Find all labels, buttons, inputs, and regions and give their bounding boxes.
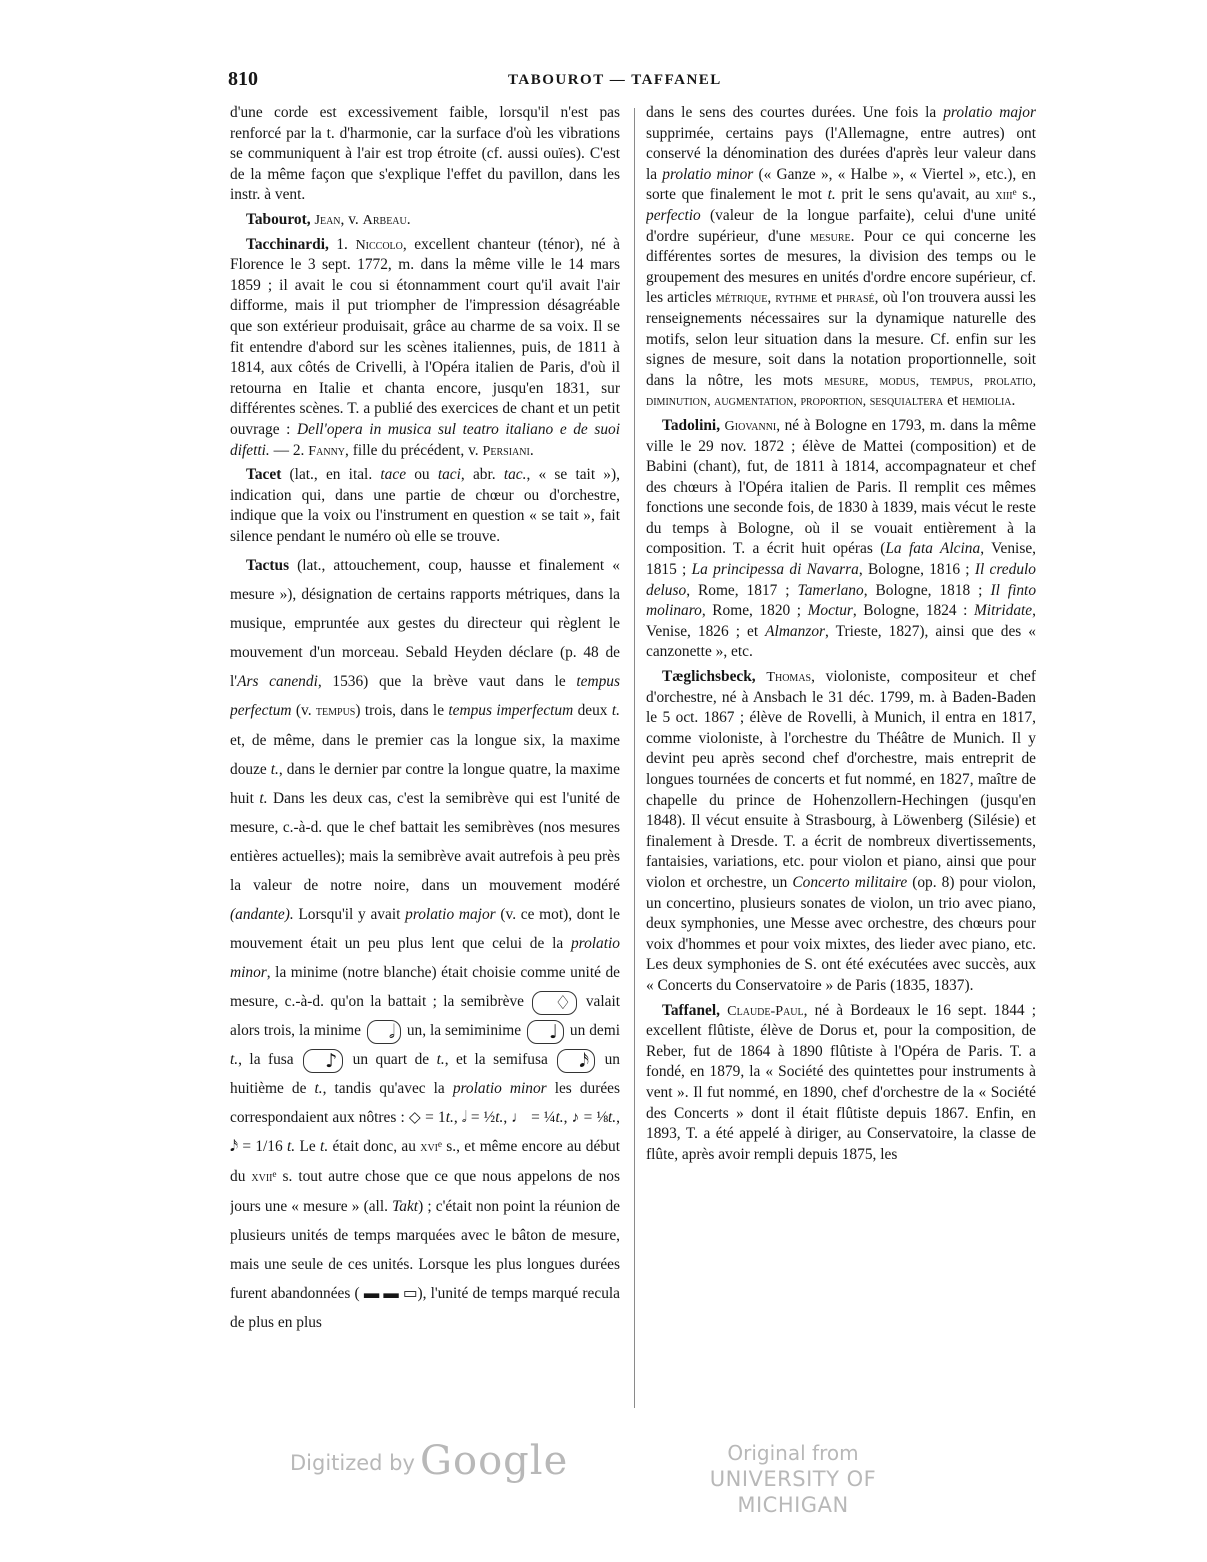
cross-reference: mesure — [810, 228, 851, 245]
text-run: , — [453, 1109, 462, 1127]
cross-reference: tempus — [315, 703, 356, 720]
italic-term: t. — [445, 1109, 454, 1127]
italic-term: La principessa di Navarra — [691, 561, 859, 579]
text-run: , excellent chanteur (ténor), né à Florence le 3 sept. 1772, m. dans la même ville le 14 mars 1859 ; il avait le cou si étonnamment court qu'il avait l'air difforme, mais il put triompher de l'impression désagréable que son extérieur produisait, grâce au charme de sa voix. Il se fit entendre d'abord sur les scènes italiennes, puis, de 1811 à 1814, aux côtés de Crivelli, à l'Opéra italien de Paris, d'où il retourna en Italie et chanta encore, jusqu'en 1831, sur différentes scènes. T. a publié des exercices de chant et un petit ouvrage : — [230, 235, 620, 438]
page-number: 810 — [228, 68, 258, 90]
text-run: , Trieste, 1827), ainsi que des « canzonette », etc. — [646, 622, 1036, 661]
italic-term: Tamerlano — [797, 581, 864, 599]
entry-tadolini — [646, 416, 1036, 663]
text-run: (valeur de la longue parfaite), celui d'une unité d'ordre supérieur, d'une — [646, 206, 1036, 245]
italic-term: tempus imperfectum — [448, 702, 574, 720]
text-run: deux — [573, 702, 608, 720]
running-head: TABOUROT — TAFFANEL — [508, 72, 722, 88]
italic-term: prolatio minor — [230, 935, 620, 982]
text-run: ) ; c'était non point la réunion de plusieurs unités de temps marquées avec le bâton de mesure, mais une seule de ces unités. Lorsque les plus longues durées furent abandonnées ( — [230, 1198, 620, 1303]
text-run: et, de même, dans le premier cas la longue six, la maxime douze — [230, 732, 620, 779]
right-column — [646, 103, 1036, 1423]
semibreve-note-icon: ◇ — [408, 1109, 422, 1127]
text-run: un quart de — [345, 1051, 430, 1069]
headword: Tacet — [246, 466, 282, 484]
text-run: , tandis qu'avec la — [322, 1080, 445, 1098]
text-run: prit le sens qu'avait, au — [835, 186, 990, 204]
text-run: , où l'on trouvera aussi les renseignements nécessaires sur la dynamique naturelle des motifs, selon leur situation dans la mesure. Cf. enfin sur les signes de mesure, soit dans la notation proportionnelle, soit dans la nôtre, les mots — [646, 289, 1036, 389]
text-run: , Venise, 1815 ; — [646, 540, 1036, 579]
text-run: 1. — [328, 235, 348, 253]
italic-term: t. — [320, 1138, 329, 1156]
text-run: et — [817, 289, 833, 307]
entry-tacchinardi — [230, 235, 620, 462]
entry-tacet — [230, 465, 620, 547]
text-run: . — [406, 210, 411, 228]
century-numeral: xvi — [420, 1139, 439, 1156]
text-run: dans le sens des courtes durées. Une fois la — [646, 104, 937, 121]
semibreve-note-icon: ♢ — [532, 991, 577, 1015]
italic-term: t. — [270, 761, 279, 779]
headword: Tadolini, — [662, 416, 721, 434]
text-run: , « se tait »), indication qui, dans une partie de chœur ou d'orchestre, indique que la voix ou l'instrument en question « se tait », fait silence pendant le numéro où elle se trouve. — [230, 466, 620, 545]
semifusa-note-icon: 𝅘𝅥𝅯 — [230, 1138, 239, 1156]
italic-term: t. — [436, 1051, 445, 1069]
headword: Tæglichsbeck, — [662, 668, 756, 686]
text-run: . — [529, 441, 534, 459]
given-name: Fanny — [308, 442, 346, 459]
cross-reference: mesure, modus, tempus, prolatio, diminution, augmentation, proportion, sesquialtera — [646, 372, 1036, 410]
text-run: ᵉ s. tout autre chose que ce que nous appelons de nos jours une « mesure » (all. — [230, 1168, 620, 1216]
text-run: , Bologne, 1824 : — [852, 602, 968, 620]
text-run: supprimée, certains pays (l'Allemagne, entre autres) ont conservé la dénomination des durées d'après leur valeur dans la — [646, 124, 1036, 183]
text-run: (v. — [291, 702, 312, 720]
text-run: . Pour ce qui concerne les différentes sortes de mesures, la division des temps ou le groupement des mesures en unités d'ordre encore supérieur, cf. les articles — [646, 227, 1036, 307]
text-run: = ½ — [466, 1109, 496, 1127]
text-run: , la fusa — [238, 1051, 294, 1069]
given-name: Jean — [314, 211, 341, 228]
italic-term: t. — [827, 186, 836, 204]
institution-label: UNIVERSITY OF MICHIGAN — [709, 1467, 877, 1517]
entry-tabourot — [230, 210, 620, 231]
italic-term: t. — [259, 790, 268, 808]
italic-term: Il finto molinaro — [646, 581, 1036, 620]
text-run: les durées correspondaient aux nôtres : — [230, 1080, 620, 1127]
italic-term: La fata Alcina — [885, 540, 981, 558]
cross-reference: Persiani — [482, 442, 530, 459]
fusa-note-icon: ♪ — [571, 1109, 580, 1127]
google-wordmark: Google — [420, 1438, 569, 1484]
cross-reference: phrasé — [836, 290, 875, 307]
paragraph-continuation — [230, 103, 620, 206]
text-run: = ¼ — [526, 1109, 556, 1127]
italic-term: taci — [437, 466, 461, 484]
text-run: , — [616, 1109, 620, 1127]
italic-term: Takt — [392, 1198, 419, 1216]
text-run: Lorsqu'il y avait — [293, 906, 401, 924]
text-run: , Venise, 1826 ; et — [646, 602, 1036, 640]
text-run: Dans les deux cas, c'est la semibrève qui est l'unité de mesure, c.-à-d. que le chef battait les semibrèves (nos mesures entières actuelles); mais la semibrève avait autrefois à peu près la valeur de notre noire, dans un mouvement modéré — [230, 790, 620, 895]
text-run: , né à Bordeaux le 16 sept. 1844 ; excellent flûtiste, élève de Dorus et, pour la composition, de Reber, fut de 1864 à 1890 flûtiste à l'Opéra de Paris. T. a fondé, en 1879, la « Société des quintettes pour instruments à vent ». Il fut nommé, en 1890, chef d'orchestre de la « Société des Concerts » dont il était flûtiste depuis 1867. Enfin, en 1893, T. a été appelé à diriger, au Conservatoire, la classe de flûte, après avoir rempli depuis 1875, les — [646, 1001, 1036, 1163]
text-run: un huitième de — [230, 1051, 620, 1098]
longa-note-icon: ▬ — [363, 1285, 380, 1303]
brevis-note-icon: ▭ — [402, 1285, 418, 1303]
text-run: et — [943, 392, 959, 410]
headword: Tabourot, — [246, 210, 311, 228]
text-run: , 1536) que la brève vaut dans le — [317, 673, 566, 691]
entry-taeglichsbeck — [646, 667, 1036, 997]
headword: Taffanel, — [662, 1001, 721, 1019]
italic-term: tace — [380, 466, 407, 484]
text-run: (lat., en ital. — [281, 466, 373, 484]
cross-reference: métrique — [715, 290, 768, 307]
italic-term: Il credulo deluso — [646, 561, 1036, 599]
column-divider — [634, 108, 635, 1408]
longa-note-icon: ▬ — [383, 1285, 399, 1303]
text-run: , violoniste, compositeur et chef d'orchestre, né à Ansbach le 31 déc. 1799, m. à Baden-Baden le 5 oct. 1867 ; élève de Rovelli, à Munich, il entra en 1817, comme violoniste, à l'orchestre du Théâtre de Munich. Il y devint peu après second chef d'orchestre, mais entreprit de longues tournées de concerts et fut nommé, en 1827, maître de chapelle du prince de Hohenzollern-Hechingen (jusqu'en 1848). Il vécut ensuite à Strasbourg, à Löwenberg (Silésie) et finalement à Dresde. T. a écrit de nombreux divertissements, fantaisies, variations, etc. pour violon et piano, ainsi que pour violon et orchestre, un — [646, 668, 1036, 891]
headword: Tacchinardi, — [246, 235, 329, 253]
italic-term: t. — [495, 1109, 504, 1127]
text-run: valait alors trois, la minime — [230, 993, 620, 1040]
fusa-note-icon: ♪ — [303, 1049, 343, 1073]
italic-term: t. — [230, 1051, 239, 1069]
text-run: , dans le dernier par contre la longue quatre, la maxime huit — [230, 761, 620, 808]
given-name: Claude-Paul — [727, 1002, 804, 1019]
text-run: , — [767, 289, 772, 307]
original-from-label: Original from — [727, 1441, 859, 1465]
text-run: = ⅛ — [579, 1109, 609, 1127]
given-name: Niccolo — [355, 236, 403, 253]
text-run: — 2. — [269, 441, 305, 459]
given-name: Thomas — [766, 669, 812, 686]
italic-term: Mitridate — [973, 602, 1033, 620]
left-column — [230, 103, 620, 1423]
italic-term: tac. — [503, 466, 527, 484]
century-numeral: xiii — [995, 187, 1013, 204]
text-run: , Bologne, 1818 ; — [863, 581, 983, 599]
italic-term: t. — [608, 1109, 617, 1127]
text-run: , fille du précédent, v. — [345, 441, 479, 459]
text-run: , v. — [340, 210, 359, 228]
cross-reference: hemiolia — [962, 393, 1012, 410]
italic-term: t. — [555, 1109, 564, 1127]
text-run: = 1/16 — [238, 1138, 283, 1156]
work-title: Dell'opera in musica sul teatro italiano e de suoi difetti. — [230, 420, 620, 459]
italic-term: prolatio major — [405, 906, 496, 924]
text-run: (« Ganze », « Halbe », « Viertel », etc.), en sorte que finalement le mot — [646, 165, 1036, 204]
entry-taffanel — [646, 1001, 1036, 1166]
italic-term: prolatio major — [943, 104, 1036, 121]
text-run: , la minime (notre blanche) était choisie comme unité de mesure, c.-à-d. qu'on la battait ; la semibrève — [230, 964, 620, 1011]
text-run: Le — [295, 1138, 316, 1156]
text-run: ou — [406, 466, 430, 484]
italic-term: t. — [314, 1080, 323, 1098]
text-run: ᵉ s., et même encore au début du — [230, 1138, 620, 1186]
text-run: , et la semifusa — [444, 1051, 548, 1069]
text-run: (v. ce mot), dont le mouvement était un peu plus lent que celui de la — [230, 906, 620, 953]
minim-note-icon: 𝅗𝅥 — [461, 1109, 467, 1127]
headword: Tactus — [246, 557, 290, 575]
text-run: était donc, au — [328, 1138, 416, 1156]
italic-term: prolatio minor — [662, 165, 754, 183]
italic-term: (andante). — [230, 906, 294, 924]
given-name: Giovanni — [724, 417, 777, 434]
text-run: un, la semiminime — [402, 1022, 522, 1040]
text-run: = 1 — [421, 1109, 446, 1127]
continuation-text: d'une corde est excessivement faible, lorsqu'il n'est pas renforcé par la t. d'harmonie, car la surface d'où les vibrations se communiquent à l'air est trop étroite (cf. aussi ouïes). C'est de la même façon que s'explique l'effet du pavillon, dans les instr. à vent. — [230, 104, 620, 204]
entry-tactus — [230, 551, 620, 1337]
italic-term: t. — [611, 702, 620, 720]
google-watermark — [290, 1438, 568, 1484]
source-watermark — [668, 1440, 918, 1518]
text-run: , Rome, 1820 ; — [701, 602, 802, 620]
semiminim-note-icon: ♩ — [511, 1109, 527, 1127]
italic-term: Ars canendi — [237, 673, 318, 691]
text-run: , né à Bologne en 1793, m. dans la même ville le 29 nov. 1872 ; élève de Mattei (composition) et de Babini (chant), fut, de 1811 à 1814, accompagnateur et chef des chœurs à l'Opéra italien de Paris. Il remplit ces mêmes fonctions une seconde fois, de 1830 à 1839, mais vécut le reste du temps à Bologne, où il se vouait entièrement à la composition. T. a écrit huit opéras ( — [646, 416, 1036, 558]
text-run: (op. 8) pour violon, un concertino, plusieurs sonates de violon, un trio avec piano, deux symphonies, une Messe avec orchestre, des chœurs pour voix d'hommes et pour voix mixtes, des lieder avec piano, etc. Les deux symphonies de S. ont été exécutées avec succès, aux « Concerts du Conservatoire » de Paris (1835, 1837). — [646, 873, 1036, 994]
semifusa-note-icon: 𝅘𝅥𝅯 — [557, 1049, 595, 1073]
text-run: ), l'unité de temps marqué recula de plus en plus — [230, 1285, 620, 1332]
text-run: , Bologne, 1816 ; — [858, 561, 970, 579]
text-run: un demi — [566, 1022, 620, 1040]
digitized-by-label: Digitized by — [290, 1451, 415, 1475]
italic-term: prolatio minor — [452, 1080, 547, 1098]
italic-term: Concerto militaire — [792, 873, 908, 891]
semiminim-note-icon: ♩ — [527, 1020, 564, 1044]
italic-term: Almanzor — [765, 622, 825, 640]
minim-note-icon: 𝅗𝅥 — [367, 1020, 401, 1044]
text-run: . — [1011, 392, 1016, 410]
text-run: ) trois, dans le — [355, 702, 445, 720]
text-run: (lat., attouchement, coup, hausse et finalement « mesure »), désignation de certains rapports métriques, dans la musique, empruntée aux gestes du directeur qui règlent le mouvement d'un morceau. Sebald Heyden déclare (p. 48 de l' — [230, 557, 620, 691]
cross-reference: Arbeau — [362, 211, 407, 228]
italic-term: Moctur — [807, 602, 853, 620]
text-run: , — [503, 1109, 512, 1127]
cross-reference: rythme — [775, 290, 818, 307]
text-run: ᵉ s., — [1012, 186, 1036, 204]
italic-term: perfectio — [646, 206, 701, 224]
text-run: , — [563, 1109, 572, 1127]
century-numeral: xvii — [251, 1169, 273, 1186]
paragraph-continuation — [646, 103, 1036, 412]
text-run: , Rome, 1817 ; — [686, 581, 790, 599]
italic-term: tempus perfectum — [230, 673, 620, 720]
italic-term: t. — [287, 1138, 296, 1156]
text-run: , abr. — [460, 466, 496, 484]
